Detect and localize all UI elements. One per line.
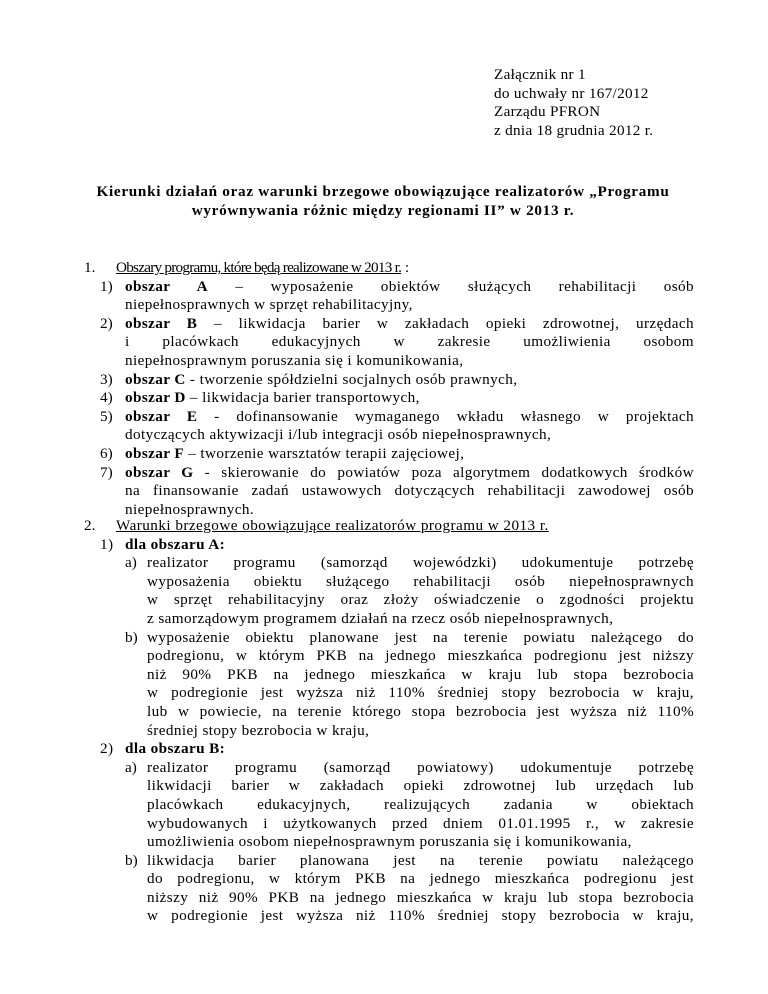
condition-line: likwidacji barier w zakładach opieki zdrowotnej lub urzędach lub — [147, 777, 694, 795]
list-item — [84, 389, 694, 408]
area-label: dla obszaru A: — [125, 535, 226, 553]
area-heading — [84, 740, 694, 759]
title-line: Kierunki działań oraz warunki brzegowe obowiązujące realizatorów „Programu — [96, 183, 670, 200]
item-line: niepełnosprawnych. — [125, 500, 255, 518]
title-line: wyrównywania różnic między regionami II” w 2013 r. — [191, 201, 575, 219]
item-line: i placówkach edukacyjnych w zakresie umożliwienia osobom — [125, 333, 694, 351]
condition-line: z samorządowym programem działań na rzecz osób niepełnosprawnych, — [147, 609, 614, 627]
item-text: – wyposażenie obiektów służących rehabilitacji osób — [208, 277, 694, 295]
condition-line: średniej stopy bezrobocia w kraju, — [147, 721, 370, 739]
area-name: obszar E — [125, 407, 198, 425]
condition-line: niższy niż 90% PKB na jednego mieszkańca w kraju lub stopa bezrobocia — [147, 888, 694, 906]
section-title: Obszary programu, które będą realizowane w 2013 r. — [116, 259, 402, 276]
condition-line: realizator programu (samorząd powiatowy) udokumentuje potrzebę — [147, 758, 694, 776]
area-number: 2) — [100, 740, 114, 758]
condition-letter: b) — [125, 851, 138, 869]
item-first-line — [125, 278, 694, 297]
item-first-line — [125, 464, 694, 483]
area-name: obszar G — [125, 463, 194, 481]
annex-line: Załącznik nr 1 — [494, 66, 586, 83]
condition-letter: a) — [125, 758, 137, 776]
condition-line: wybudowanych i użytkowanych przed dniem 01.01.1995 r., w zakresie — [147, 814, 694, 832]
condition-line: w sprzęt rehabilitacyjny oraz złoży oświadczenie o zgodności projektu — [147, 591, 694, 609]
condition-line: placówkach edukacyjnych, realizujących zadania w obiektach — [147, 795, 694, 813]
condition-line: wyposażenia obiektu służącego rehabilitacji osób niepełnosprawnych — [147, 572, 694, 590]
section-number: 1. — [84, 259, 96, 276]
condition-line: likwidacja barier planowana jest na terenie powiatu należącego — [147, 851, 694, 869]
condition-line: realizator programu (samorząd wojewódzki) udokumentuje potrzebę — [147, 554, 694, 572]
areas-list — [84, 278, 694, 520]
item-number: 2) — [100, 314, 113, 332]
item-line: niepełnosprawnym poruszania się i komunikowania, — [125, 351, 464, 369]
item-line: niepełnosprawnych w sprzęt rehabilitacyjny, — [125, 296, 413, 314]
item-first-line — [125, 389, 694, 408]
condition-item — [84, 852, 694, 926]
section-title-suffix: : — [401, 259, 410, 276]
condition-line: niż 90% PKB na jednego mieszkańca w kraju lub stopa bezrobocia — [147, 665, 694, 683]
item-line: dotyczących aktywizacji i/lub integracji osób niepełnosprawnych, — [125, 426, 552, 444]
item-first-line — [125, 408, 694, 427]
list-item — [84, 315, 694, 371]
condition-item — [84, 554, 694, 628]
annex-line: do uchwały nr 167/2012 — [494, 84, 649, 102]
item-number: 7) — [100, 463, 113, 481]
area-number: 1) — [100, 535, 114, 553]
condition-line: w podregionie jest wyższa niż 110% średniej stopy bezrobocia w kraju, — [147, 907, 694, 925]
item-line: na finansowanie zadań ustawowych dotyczących rehabilitacji zawodowej osób — [125, 482, 694, 500]
item-number: 6) — [100, 444, 113, 462]
annex-line: z dnia 18 grudnia 2012 r. — [494, 121, 654, 139]
area-name: obszar F — [125, 444, 185, 462]
item-first-line — [125, 315, 694, 334]
list-item — [84, 464, 694, 520]
condition-line: wyposażenie obiektu planowane jest na terenie powiatu należącego do — [147, 628, 694, 646]
annex-line: Zarządu PFRON — [494, 103, 601, 121]
item-number: 4) — [100, 389, 113, 407]
item-text: – likwidacja barier transportowych, — [185, 389, 420, 407]
condition-item — [84, 759, 694, 852]
section-program-areas — [84, 259, 694, 519]
condition-letter: b) — [125, 628, 138, 646]
condition-letter: a) — [125, 554, 137, 572]
condition-line: umożliwienia osobom niepełnosprawnym poruszania się i komunikowania, — [147, 833, 632, 851]
section-number: 2. — [84, 517, 96, 534]
annex-reference — [494, 66, 734, 140]
area-heading — [84, 536, 694, 555]
condition-line: w podregionie jest wyższa niż 110% średniej stopy bezrobocia w kraju, — [147, 684, 694, 702]
item-number: 3) — [100, 370, 113, 388]
list-item — [84, 445, 694, 464]
condition-line: do podregionu, w którym PKB na jednego mieszkańca podregionu jest — [147, 870, 694, 888]
list-item — [84, 278, 694, 315]
item-first-line — [125, 445, 694, 464]
document-title — [88, 183, 678, 220]
section-title: Warunki brzegowe obowiązujące realizatorów programu w 2013 r. — [116, 517, 549, 534]
area-name: obszar D — [125, 389, 186, 407]
item-text: – likwidacja barier w zakładach opieki zdrowotnej, urzędach — [197, 314, 694, 332]
area-name: obszar A — [125, 277, 209, 295]
item-text: - skierowanie do powiatów poza algorytmem dodatkowych środków — [193, 463, 695, 481]
section-heading — [84, 259, 694, 278]
section-boundary-conditions — [84, 517, 694, 926]
condition-line: lub w powiecie, na terenie którego stopa bezrobocia jest wyższa niż 110% — [147, 702, 694, 720]
list-item — [84, 371, 694, 390]
condition-line: podregionu, w którym PKB na jednego mieszkańca podregionu jest niższy — [147, 647, 694, 665]
item-first-line — [125, 371, 694, 390]
list-item — [84, 408, 694, 445]
item-text: – tworzenie warsztatów terapii zajęciowej, — [184, 444, 465, 462]
item-number: 5) — [100, 407, 113, 425]
area-name: obszar C — [125, 370, 186, 388]
item-number: 1) — [100, 277, 113, 295]
area-label: dla obszaru B: — [125, 740, 226, 758]
area-name: obszar B — [125, 314, 198, 332]
item-text: - tworzenie spółdzielni socjalnych osób prawnych, — [185, 370, 518, 388]
condition-item — [84, 629, 694, 741]
item-text: - dofinansowanie wymaganego wkładu własnego w projektach — [197, 407, 694, 425]
section-heading — [84, 517, 694, 536]
